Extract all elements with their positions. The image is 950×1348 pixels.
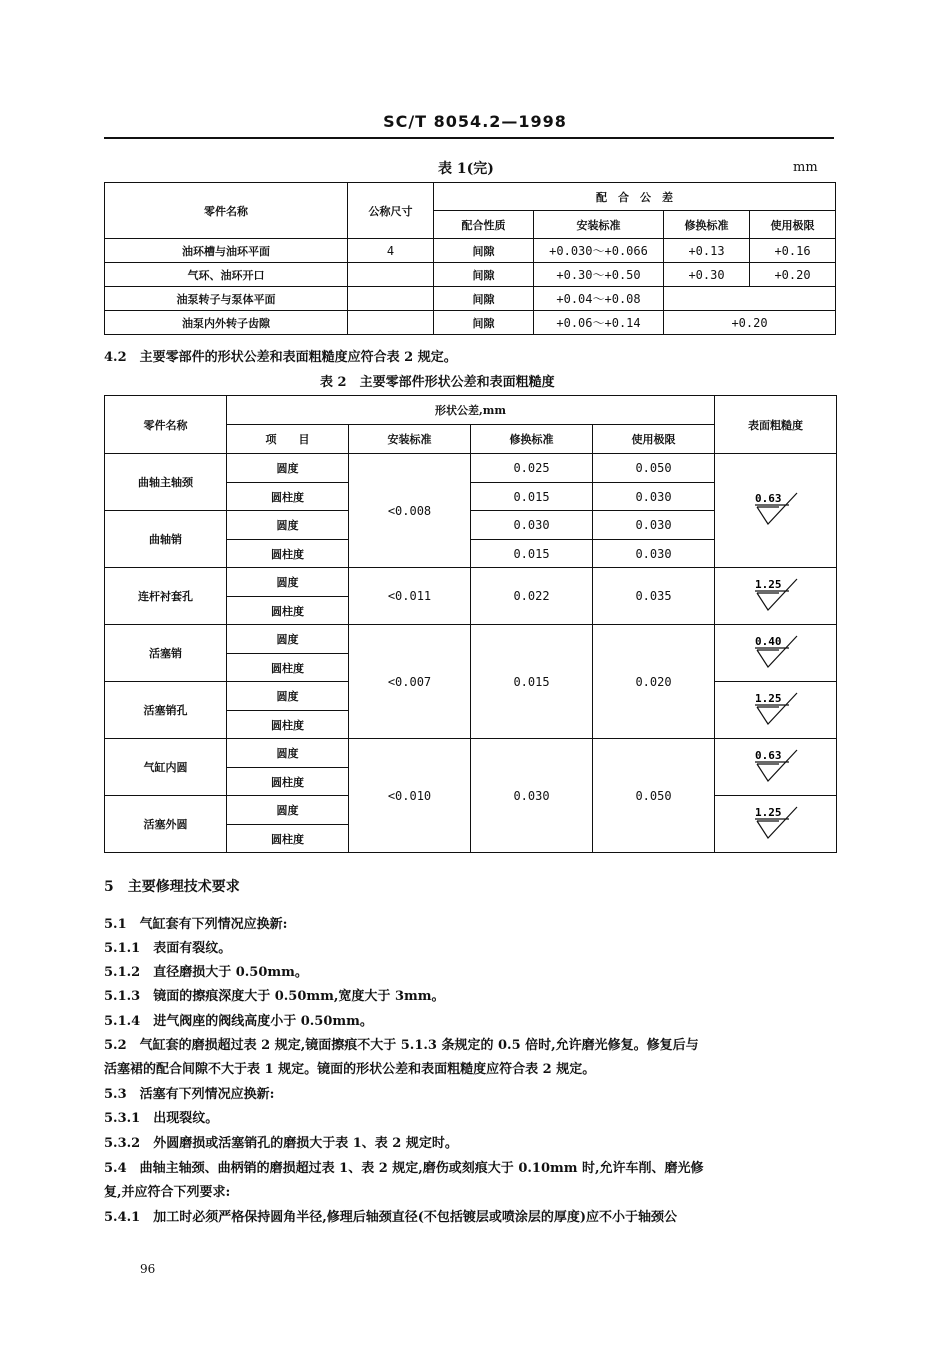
t1-nominal (348, 287, 434, 311)
t1-head-group: 配 合 公 差 (434, 183, 836, 211)
t1-nominal (348, 311, 434, 335)
t2-item: 圆柱度 (227, 711, 349, 739)
t1-install: +0.030～+0.066 (534, 239, 664, 263)
t2-item: 圆柱度 (227, 483, 349, 511)
para-line: 5.4 曲轴主轴颈、曲柄销的磨损超过表 1、表 2 规定,磨伤或刻痕大于 0.10mm 时,允许车削、磨光修 (104, 1161, 704, 1176)
table-row (105, 739, 837, 768)
t2-head-repair: 修换标准 (471, 425, 593, 454)
t1-fit: 间隙 (434, 239, 534, 263)
para-line: 5.1 气缸套有下列情况应换新: (104, 917, 288, 932)
t2-part: 活塞销孔 (105, 682, 227, 739)
t2-item: 圆柱度 (227, 768, 349, 796)
page-number: 96 (140, 1262, 156, 1276)
roughness-value: 0.63 (754, 748, 782, 762)
t2-repair: 0.015 (471, 540, 593, 568)
para-4-2: 4.2 主要零部件的形状公差和表面粗糙度应符合表 2 规定。 (104, 350, 457, 365)
t2-item: 圆度 (227, 739, 349, 768)
t1-install: +0.06～+0.14 (534, 311, 664, 335)
table1 (104, 182, 836, 335)
t2-limit: 0.050 (593, 454, 715, 483)
t1-nominal: 4 (348, 239, 434, 263)
t2-rough (715, 682, 837, 739)
para-line: 复,并应符合下列要求: (104, 1185, 231, 1200)
t2-repair: 0.022 (471, 568, 593, 625)
t2-rough (715, 739, 837, 796)
t2-head-group: 形状公差,mm (227, 396, 715, 425)
t1-fit: 间隙 (434, 263, 534, 287)
table-row (105, 454, 837, 483)
table1-unit: mm (793, 160, 818, 175)
table-row (105, 239, 836, 263)
table2-caption: 表 2 主要零部件形状公差和表面粗糙度 (320, 375, 555, 390)
t2-rough (715, 796, 837, 853)
table-row (105, 287, 836, 311)
table1-caption: 表 1(完) (438, 161, 494, 177)
roughness-value: 1.25 (754, 577, 782, 591)
t1-part: 油泵内外转子齿隙 (105, 311, 348, 335)
t2-rough (715, 568, 837, 625)
para-line: 5.2 气缸套的磨损超过表 2 规定,镜面擦痕不大于 5.1.3 条规定的 0.5 倍时,允许磨光修复。修复后与 (104, 1038, 699, 1053)
table-row (105, 568, 837, 597)
t2-item: 圆度 (227, 511, 349, 540)
t2-install: <0.007 (349, 625, 471, 739)
t1-install: +0.04～+0.08 (534, 287, 664, 311)
t2-item: 圆度 (227, 682, 349, 711)
t2-limit: 0.030 (593, 540, 715, 568)
para-line: 活塞裙的配合间隙不大于表 1 规定。镜面的形状公差和表面粗糙度应符合表 2 规定。 (104, 1062, 596, 1077)
para-line: 5.1.2 直径磨损大于 0.50mm。 (104, 965, 308, 980)
t2-rough (715, 625, 837, 682)
t1-head-fit: 配合性质 (434, 211, 534, 239)
roughness-symbol (753, 748, 799, 787)
roughness-symbol (753, 691, 799, 730)
t2-limit: 0.030 (593, 483, 715, 511)
t2-item: 圆柱度 (227, 654, 349, 682)
t2-part: 活塞外圆 (105, 796, 227, 853)
t2-repair: 0.015 (471, 625, 593, 739)
t1-limit: +0.20 (750, 263, 836, 287)
t2-limit: 0.030 (593, 511, 715, 540)
t1-repair: +0.13 (664, 239, 750, 263)
t2-item: 圆柱度 (227, 825, 349, 853)
t1-install: +0.30～+0.50 (534, 263, 664, 287)
table-row (105, 311, 836, 335)
t2-head-rough: 表面粗糙度 (715, 396, 837, 454)
t2-item: 圆柱度 (227, 540, 349, 568)
t1-part: 油环槽与油环平面 (105, 239, 348, 263)
para-line: 5.4.1 加工时必须严格保持圆角半径,修理后轴颈直径(不包括镀层或喷涂层的厚度)应不小于轴颈公 (104, 1210, 678, 1225)
t2-repair: 0.030 (471, 739, 593, 853)
t2-part: 曲轴主轴颈 (105, 454, 227, 511)
t1-part: 油泵转子与泵体平面 (105, 287, 348, 311)
roughness-value: 0.40 (754, 634, 782, 648)
t2-head-limit: 使用极限 (593, 425, 715, 454)
t2-install: <0.010 (349, 739, 471, 853)
t1-repair: +0.30 (664, 263, 750, 287)
roughness-symbol (753, 491, 799, 530)
t1-fit: 间隙 (434, 311, 534, 335)
t2-repair: 0.030 (471, 511, 593, 540)
table-row (105, 263, 836, 287)
t2-item: 圆度 (227, 454, 349, 483)
para-line: 5.1.3 镜面的擦痕深度大于 0.50mm,宽度大于 3mm。 (104, 989, 445, 1004)
t1-nominal (348, 263, 434, 287)
t1-head-install: 安装标准 (534, 211, 664, 239)
para-line: 5.3 活塞有下列情况应换新: (104, 1087, 275, 1102)
t1-limit: +0.16 (750, 239, 836, 263)
t2-item: 圆柱度 (227, 597, 349, 625)
roughness-value: 0.63 (754, 492, 782, 505)
roughness-value: 1.25 (754, 691, 782, 705)
t2-limit: 0.020 (593, 625, 715, 739)
roughness-symbol (753, 634, 799, 673)
roughness-value: 1.25 (754, 805, 782, 819)
header-rule (104, 137, 834, 139)
t1-fit: 间隙 (434, 287, 534, 311)
t2-part: 曲轴销 (105, 511, 227, 568)
t2-head-item: 项 目 (227, 425, 349, 454)
t2-limit: 0.035 (593, 568, 715, 625)
t2-limit: 0.050 (593, 739, 715, 853)
t2-part: 气缸内圆 (105, 739, 227, 796)
t1-merged (664, 287, 836, 311)
t2-item: 圆度 (227, 796, 349, 825)
section-5-title: 5 主要修理技术要求 (104, 879, 240, 895)
roughness-symbol (753, 805, 799, 844)
t2-head-part: 零件名称 (105, 396, 227, 454)
t2-install: <0.011 (349, 568, 471, 625)
para-line: 5.3.2 外圆磨损或活塞销孔的磨损大于表 1、表 2 规定时。 (104, 1136, 458, 1151)
t2-part: 活塞销 (105, 625, 227, 682)
table2 (104, 395, 837, 853)
t2-head-install: 安装标准 (349, 425, 471, 454)
t2-item: 圆度 (227, 568, 349, 597)
t1-part: 气环、油环开口 (105, 263, 348, 287)
t1-head-limit: 使用极限 (750, 211, 836, 239)
t1-head-nominal: 公称尺寸 (348, 183, 434, 239)
t1-merged: +0.20 (664, 311, 836, 335)
t2-rough (715, 454, 837, 568)
table-row (105, 625, 837, 654)
t2-part: 连杆衬套孔 (105, 568, 227, 625)
para-line: 5.3.1 出现裂纹。 (104, 1111, 219, 1126)
t2-repair: 0.025 (471, 454, 593, 483)
roughness-symbol (753, 577, 799, 616)
t2-install: <0.008 (349, 454, 471, 568)
t1-head-part: 零件名称 (105, 183, 348, 239)
t2-repair: 0.015 (471, 483, 593, 511)
standard-header: SC/T 8054.2—1998 (383, 112, 567, 131)
para-line: 5.1.4 进气阀座的阀线高度小于 0.50mm。 (104, 1014, 373, 1029)
para-line: 5.1.1 表面有裂纹。 (104, 941, 232, 956)
t2-item: 圆度 (227, 625, 349, 654)
t1-head-repair: 修换标准 (664, 211, 750, 239)
